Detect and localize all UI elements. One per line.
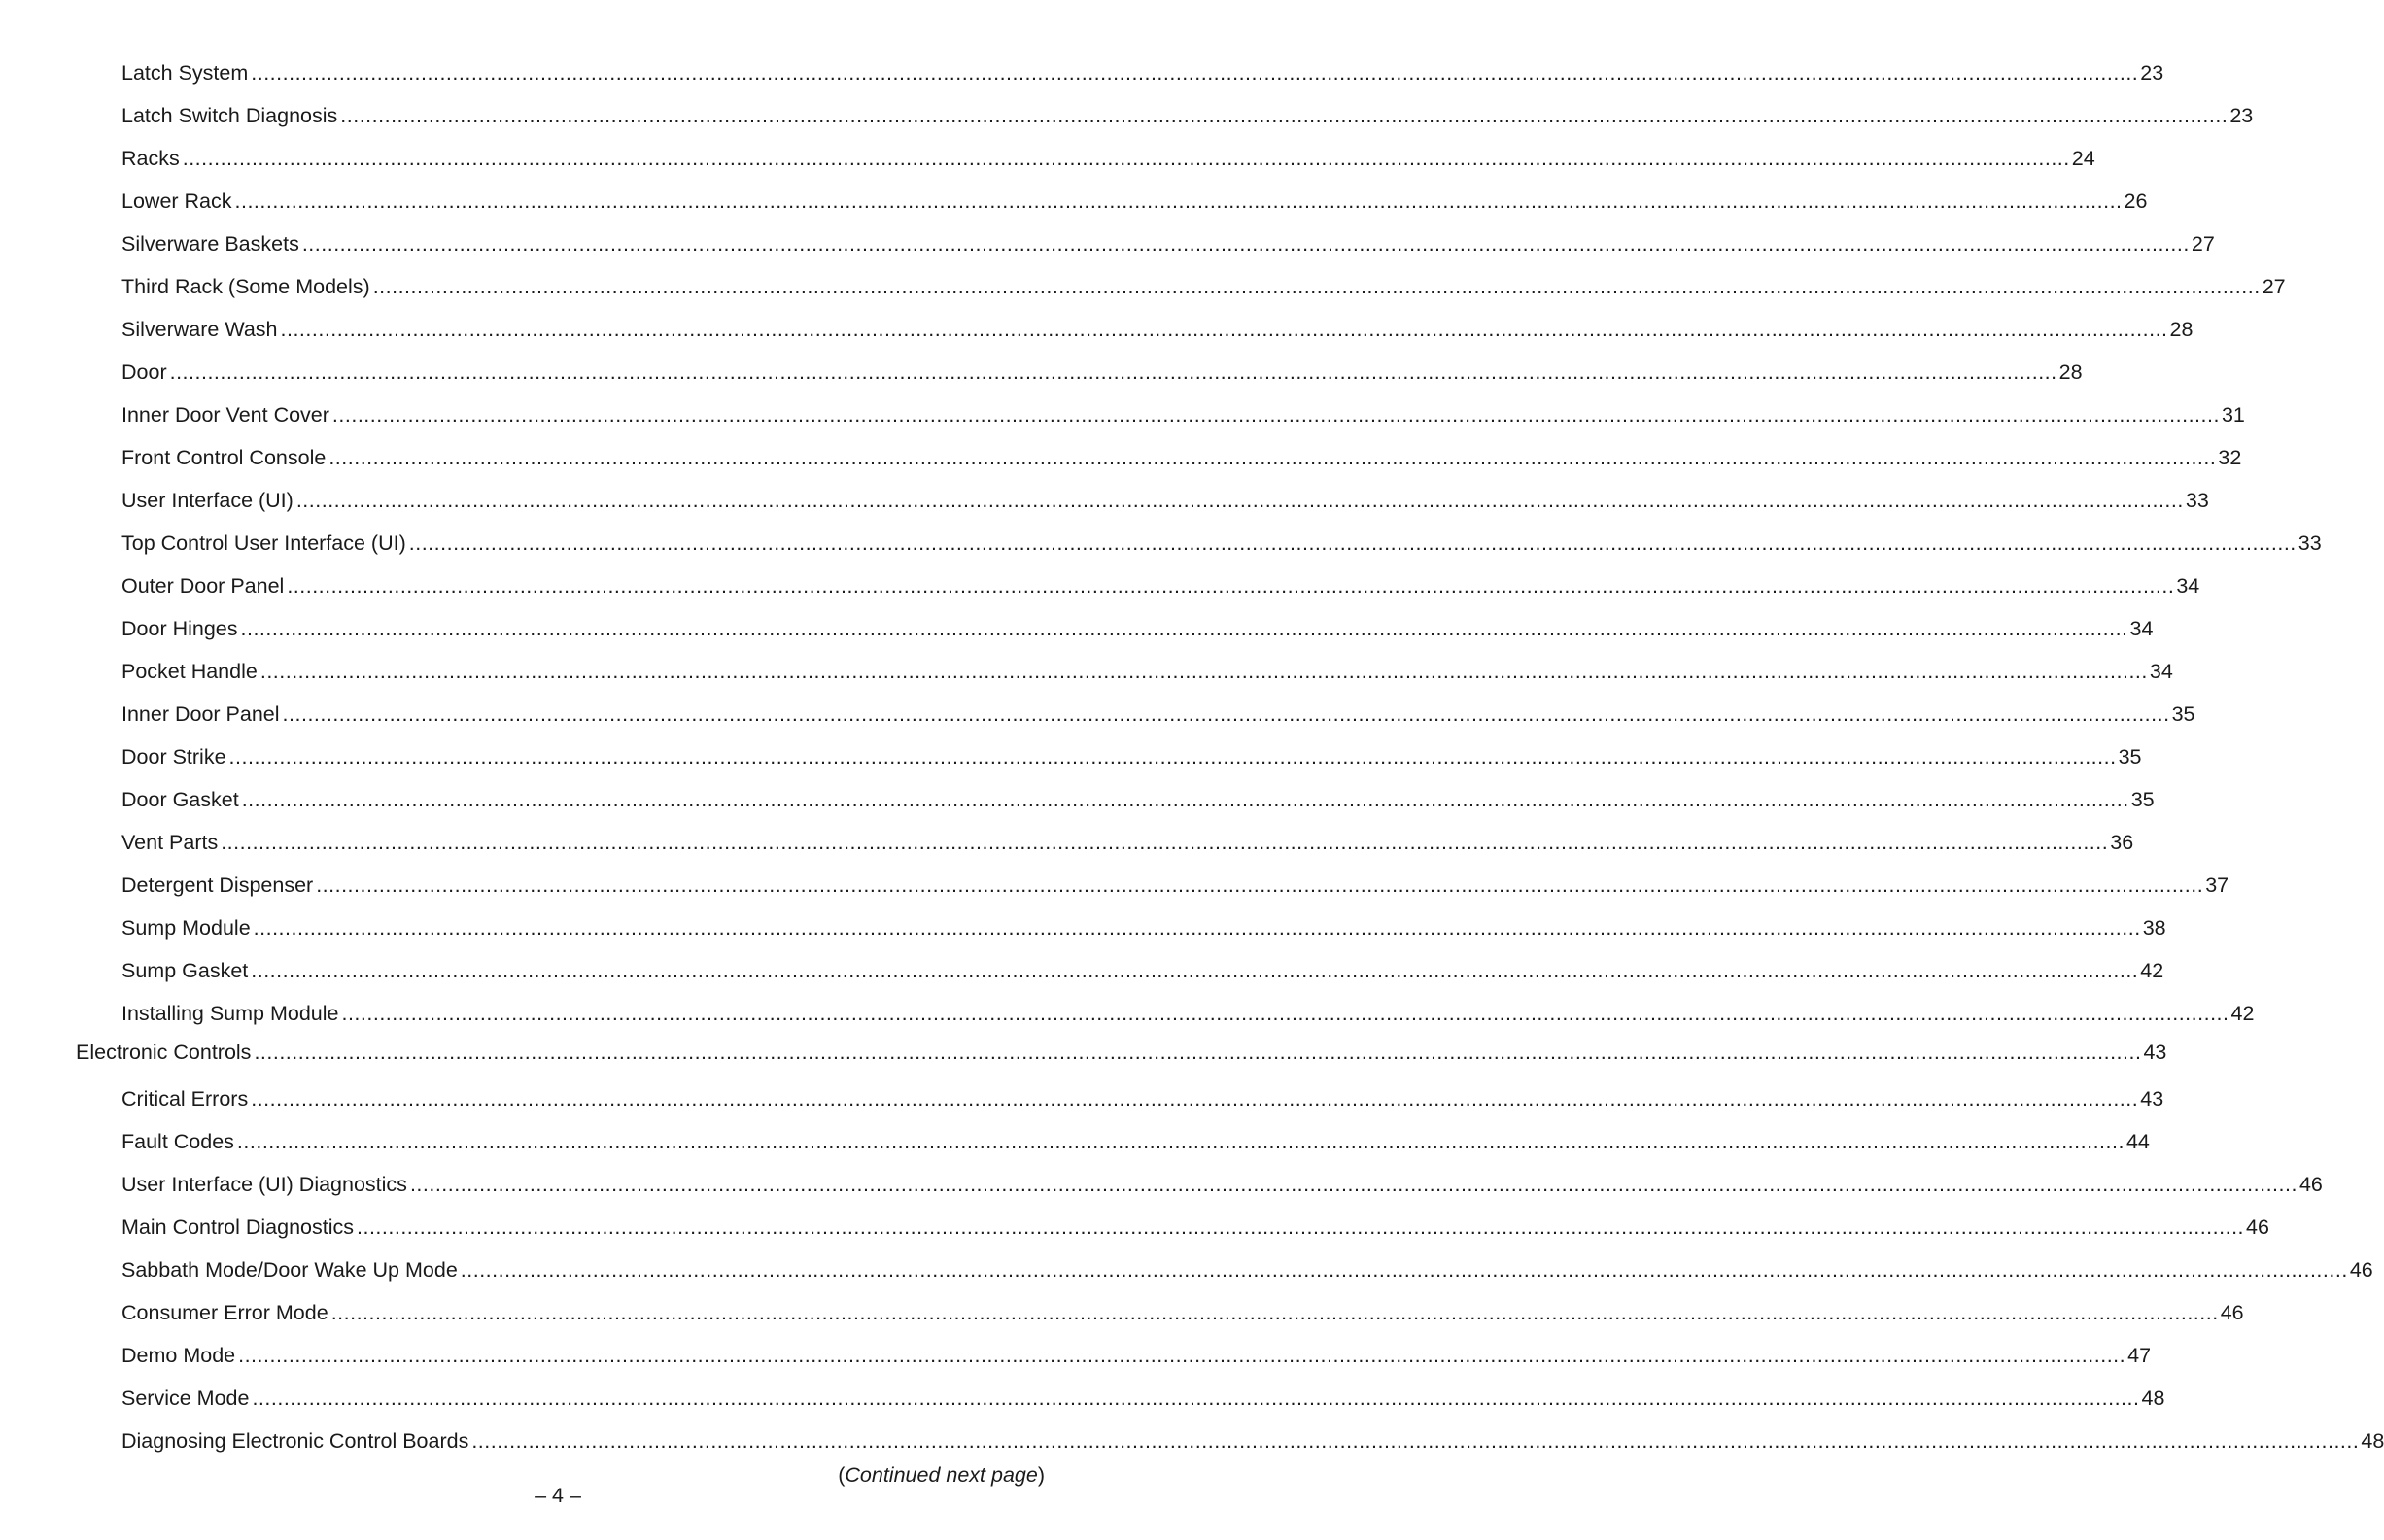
toc-entry[interactable] <box>121 402 2245 428</box>
toc-entry-page: 46 <box>2349 1258 2373 1282</box>
toc-dot-leader: ............................................................................................................................................................................................................................................................................................................ <box>316 873 2204 897</box>
toc-dot-leader: ............................................................................................................................................................................................................................................................................................................ <box>241 788 2129 811</box>
toc-entry[interactable] <box>121 1428 2384 1454</box>
toc-dot-leader: ............................................................................................................................................................................................................................................................................................................ <box>282 702 2170 726</box>
continued-open-paren: ( <box>838 1463 846 1487</box>
toc-entry-page: 42 <box>2140 959 2164 982</box>
toc-entry-page: 43 <box>2140 1087 2164 1111</box>
toc-entry-title: Critical Errors <box>121 1087 249 1111</box>
toc-dot-leader: ............................................................................................................................................................................................................................................................................................................ <box>228 745 2117 769</box>
toc-entry-title: Installing Sump Module <box>121 1002 339 1025</box>
toc-dot-leader: ............................................................................................................................................................................................................................................................................................................ <box>182 147 2070 170</box>
toc-entry-title: Door Strike <box>121 745 226 769</box>
toc-dot-leader: ............................................................................................................................................................................................................................................................................................................ <box>341 1002 2229 1025</box>
toc-dot-leader: ............................................................................................................................................................................................................................................................................................................ <box>280 318 2168 341</box>
toc-entry[interactable] <box>121 1300 2244 1325</box>
toc-entry-page: 24 <box>2071 147 2095 170</box>
toc-entry-page: 23 <box>2140 61 2164 85</box>
toc-entry[interactable] <box>121 573 2200 599</box>
toc-dot-leader: ............................................................................................................................................................................................................................................................................................................ <box>253 916 2141 940</box>
toc-entry[interactable] <box>121 1001 2255 1026</box>
toc-dot-leader: ............................................................................................................................................................................................................................................................................................................ <box>254 1041 2142 1064</box>
toc-entry-page: 35 <box>2171 702 2195 726</box>
toc-entry[interactable] <box>121 488 2209 513</box>
toc-entry-page: 48 <box>2361 1429 2384 1453</box>
toc-dot-leader: ............................................................................................................................................................................................................................................................................................................ <box>372 275 2261 298</box>
toc-dot-leader: ............................................................................................................................................................................................................................................................................................................ <box>252 1386 2140 1410</box>
toc-entry-page: 35 <box>2130 788 2155 811</box>
toc-entry[interactable] <box>121 1172 2323 1197</box>
toc-entry-page: 46 <box>2220 1301 2244 1324</box>
toc-entry-title: Lower Rack <box>121 189 232 213</box>
toc-entry-page: 44 <box>2125 1130 2150 1153</box>
toc-entry-title: Silverware Wash <box>121 318 278 341</box>
continued-close-paren: ) <box>1037 1463 1045 1487</box>
toc-entry-page: 38 <box>2142 916 2166 940</box>
toc-entry[interactable] <box>121 231 2215 257</box>
toc-entry-page: 34 <box>2149 660 2173 683</box>
toc-entry-page: 34 <box>2129 617 2154 640</box>
toc-entry-page: 34 <box>2176 574 2200 598</box>
toc-dot-leader: ............................................................................................................................................................................................................................................................................................................ <box>340 104 2229 127</box>
toc-entry[interactable] <box>121 1257 2373 1283</box>
toc-dot-leader: ............................................................................................................................................................................................................................................................................................................ <box>357 1215 2245 1239</box>
toc-entry-title: User Interface (UI) Diagnostics <box>121 1173 407 1196</box>
continued-text: Continued next page <box>845 1463 1038 1487</box>
toc-entry-page: 33 <box>2298 531 2322 555</box>
toc-dot-leader: ............................................................................................................................................................................................................................................................................................................ <box>251 959 2139 982</box>
toc-entry-title: Racks <box>121 147 180 170</box>
toc-entry-title: Detergent Dispenser <box>121 873 314 897</box>
toc-entry-title: Demo Mode <box>121 1344 236 1367</box>
toc-entry-page: 23 <box>2229 104 2254 127</box>
toc-entry-title: Silverware Baskets <box>121 232 299 256</box>
toc-dot-leader: ............................................................................................................................................................................................................................................................................................................ <box>221 831 2109 854</box>
toc-entry[interactable] <box>121 659 2173 684</box>
toc-entry-title: User Interface (UI) <box>121 489 294 512</box>
toc-entry-title: Fault Codes <box>121 1130 234 1153</box>
toc-entry-page: 28 <box>2169 318 2194 341</box>
toc-entry-page: 43 <box>2143 1041 2167 1064</box>
toc-entry-title: Pocket Handle <box>121 660 258 683</box>
toc-entry-page: 46 <box>2246 1215 2269 1239</box>
toc-entry-title: Latch System <box>121 61 249 85</box>
toc-dot-leader: ............................................................................................................................................................................................................................................................................................................ <box>251 61 2139 85</box>
toc-dot-leader: ............................................................................................................................................................................................................................................................................................................ <box>251 1087 2139 1111</box>
toc-entry[interactable] <box>121 60 2164 86</box>
toc-entry[interactable] <box>121 873 2229 898</box>
toc-dot-leader: ............................................................................................................................................................................................................................................................................................................ <box>169 360 2057 384</box>
toc-entry[interactable] <box>121 1129 2150 1154</box>
toc-entry-title: Sabbath Mode/Door Wake Up Mode <box>121 1258 458 1282</box>
toc-entry[interactable] <box>121 103 2254 128</box>
toc-dot-leader: ............................................................................................................................................................................................................................................................................................................ <box>238 1344 2126 1367</box>
toc-entry[interactable] <box>121 530 2322 556</box>
toc-entry-title: Sump Module <box>121 916 251 940</box>
toc-dot-leader: ............................................................................................................................................................................................................................................................................................................ <box>295 489 2184 512</box>
toc-entry-page: 26 <box>2124 189 2148 213</box>
toc-entry[interactable] <box>121 1086 2164 1112</box>
page-number: – 4 – <box>535 1484 581 1507</box>
toc-entry[interactable] <box>121 188 2148 214</box>
toc-dot-leader: ............................................................................................................................................................................................................................................................................................................ <box>328 446 2217 469</box>
toc-entry-page: 47 <box>2127 1344 2152 1367</box>
toc-dot-leader: ............................................................................................................................................................................................................................................................................................................ <box>460 1258 2348 1282</box>
toc-entry-page: 37 <box>2205 873 2229 897</box>
toc-entry-page: 27 <box>2191 232 2215 256</box>
toc-dot-leader: ............................................................................................................................................................................................................................................................................................................ <box>234 189 2123 213</box>
toc-entry-page: 28 <box>2058 360 2083 384</box>
toc-entry-title: Latch Switch Diagnosis <box>121 104 338 127</box>
toc-entry-title: Main Control Diagnostics <box>121 1215 354 1239</box>
toc-entry[interactable] <box>121 702 2195 727</box>
toc-entry-page: 27 <box>2262 275 2286 298</box>
toc-entry[interactable] <box>121 744 2142 770</box>
toc-entry-page: 42 <box>2230 1002 2255 1025</box>
toc-entry-page: 48 <box>2141 1386 2165 1410</box>
toc-entry-title: Top Control User Interface (UI) <box>121 531 406 555</box>
toc-entry[interactable] <box>121 787 2155 812</box>
toc-entry-title: Third Rack (Some Models) <box>121 275 370 298</box>
toc-dot-leader: ............................................................................................................................................................................................................................................................................................................ <box>331 403 2220 427</box>
toc-entry-title: Door <box>121 360 167 384</box>
toc-entry-title: Service Mode <box>121 1386 250 1410</box>
toc-entry-page: 35 <box>2118 745 2142 769</box>
toc-entry[interactable] <box>121 616 2154 641</box>
toc-entry[interactable] <box>121 1215 2269 1240</box>
toc-entry-title: Inner Door Panel <box>121 702 280 726</box>
toc-entry[interactable] <box>121 1386 2165 1411</box>
toc-dot-leader: ............................................................................................................................................................................................................................................................................................................ <box>259 660 2148 683</box>
toc-dot-leader: ............................................................................................................................................................................................................................................................................................................ <box>330 1301 2219 1324</box>
toc-entry[interactable] <box>121 146 2095 171</box>
toc-entry[interactable] <box>121 958 2164 983</box>
toc-dot-leader: ............................................................................................................................................................................................................................................................................................................ <box>236 1130 2125 1153</box>
toc-entry[interactable] <box>121 915 2166 941</box>
toc-entry[interactable] <box>121 830 2134 855</box>
toc-entry-title: Consumer Error Mode <box>121 1301 328 1324</box>
toc-entry-title: Outer Door Panel <box>121 574 285 598</box>
toc-entry-page: 36 <box>2110 831 2134 854</box>
toc-dot-leader: ............................................................................................................................................................................................................................................................................................................ <box>471 1429 2360 1453</box>
toc-dot-leader: ............................................................................................................................................................................................................................................................................................................ <box>409 1173 2298 1196</box>
toc-entry-title: Sump Gasket <box>121 959 249 982</box>
toc-dot-leader: ............................................................................................................................................................................................................................................................................................................ <box>408 531 2297 555</box>
toc-entry-page: 33 <box>2185 489 2209 512</box>
toc-entry-title: Electronic Controls <box>76 1041 252 1064</box>
toc-entry[interactable] <box>121 317 2194 342</box>
toc-entry-title: Front Control Console <box>121 446 327 469</box>
toc-entry[interactable] <box>121 1343 2152 1368</box>
toc-entry-page: 32 <box>2218 446 2242 469</box>
toc-entry-page: 31 <box>2221 403 2245 427</box>
toc-entry[interactable] <box>121 274 2286 299</box>
toc-entry[interactable] <box>76 1040 2167 1065</box>
toc-entry-title: Inner Door Vent Cover <box>121 403 329 427</box>
toc-entry[interactable] <box>121 359 2083 385</box>
toc-dot-leader: ............................................................................................................................................................................................................................................................................................................ <box>287 574 2175 598</box>
toc-entry[interactable] <box>121 445 2242 470</box>
toc-entry-title: Vent Parts <box>121 831 219 854</box>
toc-dot-leader: ............................................................................................................................................................................................................................................................................................................ <box>240 617 2128 640</box>
toc-entry-title: Door Hinges <box>121 617 238 640</box>
toc-entry-page: 46 <box>2298 1173 2323 1196</box>
toc-entry-title: Door Gasket <box>121 788 239 811</box>
toc-dot-leader: ............................................................................................................................................................................................................................................................................................................ <box>301 232 2190 256</box>
toc-entry-title: Diagnosing Electronic Control Boards <box>121 1429 469 1453</box>
